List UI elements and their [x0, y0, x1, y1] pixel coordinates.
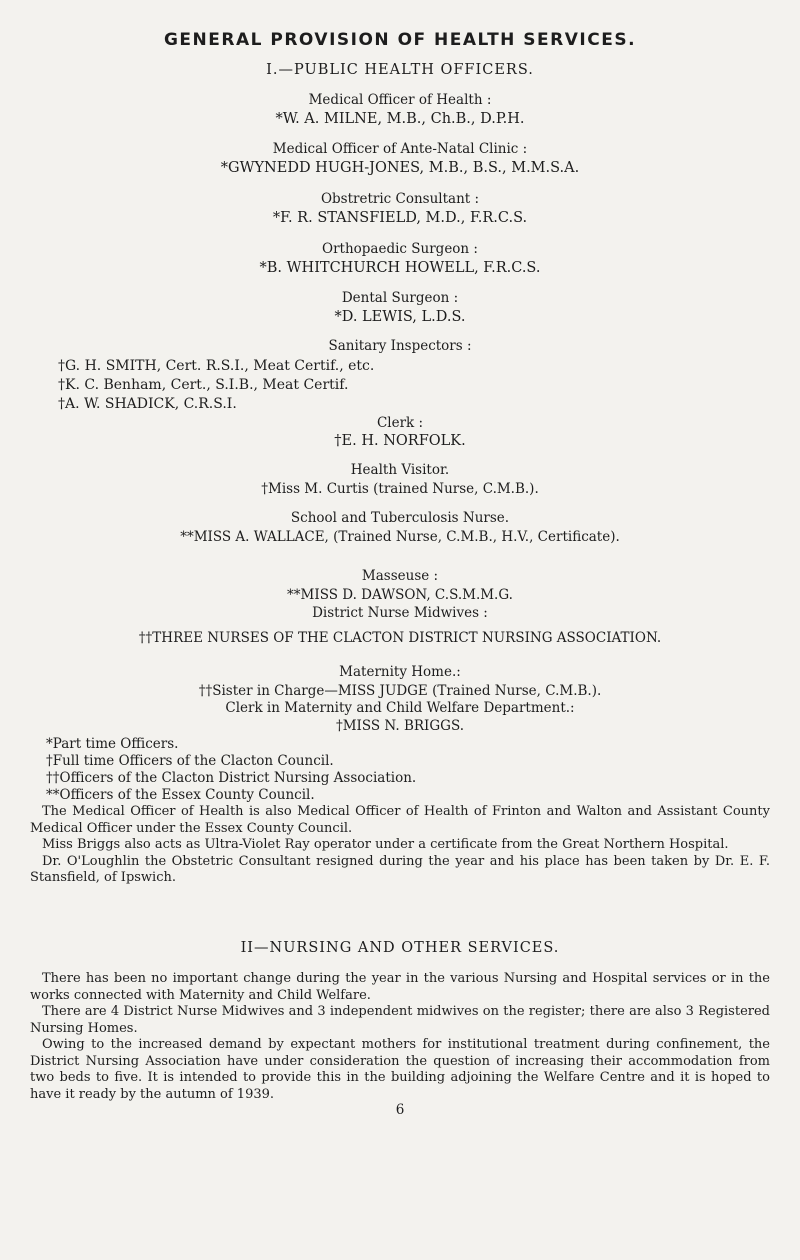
page-number: 6 — [395, 1102, 405, 1118]
masseuse-role: Masseuse : — [361, 568, 439, 584]
officer-role: Medical Officer of Health : — [308, 92, 492, 108]
health-visitor-role: Health Visitor. — [350, 462, 450, 478]
maternity-clerk-role: Clerk in Maternity and Child Welfare Department.: — [225, 700, 575, 716]
officer-role: Orthopaedic Surgeon : — [322, 241, 478, 257]
sanitary-role: Sanitary Inspectors : — [328, 338, 472, 354]
clerk-role: Clerk : — [376, 415, 424, 431]
maternity-clerk-name: †MISS N. BRIGGS. — [335, 718, 465, 734]
page-title: GENERAL PROVISION OF HEALTH SERVICES. — [163, 30, 637, 50]
sanitary-inspector: †K. C. Benham, Cert., S.I.B., Meat Certif. — [58, 377, 349, 393]
sanitary-inspector: †G. H. SMITH, Cert. R.S.I., Meat Certif., etc. — [58, 358, 375, 374]
note-paragraph: Miss Briggs also acts as Ultra-Violet Ray operator under a certificate from the Great Northern Hospital. — [42, 837, 729, 852]
maternity-home-role: Maternity Home.: — [339, 664, 461, 680]
body-paragraph: Owing to the increased demand by expectant mothers for institutional treatment during confinement, the District Nursing Association have under consideration the question of increasing their accommodation from two beds to five. It is intended to provide this in the building adjoining the Welfare Centre and it is hoped to have it ready by the autumn of 1939. — [30, 1037, 770, 1102]
sanitary-inspector: †A. W. SHADICK, C.R.S.I. — [58, 396, 237, 412]
notes-block — [30, 804, 770, 887]
legend-item: †Full time Officers of the Clacton Council. — [46, 753, 334, 769]
officer-role: Obstretric Consultant : — [320, 191, 480, 207]
officer-role: Medical Officer of Ante-Natal Clinic : — [272, 141, 528, 157]
officer-name: *D. LEWIS, L.D.S. — [334, 309, 466, 325]
officer-name: *B. WHITCHURCH HOWELL, F.R.C.S. — [259, 260, 541, 276]
officer-role: Dental Surgeon : — [341, 290, 459, 306]
clerk-name: †E. H. NORFOLK. — [334, 433, 466, 449]
officer-name: *W. A. MILNE, M.B., Ch.B., D.P.H. — [275, 111, 525, 127]
legend-item: **Officers of the Essex County Council. — [46, 787, 315, 803]
officer-name: *GWYNEDD HUGH-JONES, M.B., B.S., M.M.S.A. — [220, 160, 580, 176]
note-paragraph: Dr. O'Loughlin the Obstetric Consultant resigned during the year and his place has been taken by Dr. E. F. Stansfield, of Ipswich. — [30, 853, 770, 885]
note-paragraph: The Medical Officer of Health is also Medical Officer of Health of Frinton and Walton and Assistant County Medical Officer under the Essex County Council. — [30, 804, 770, 836]
school-nurse-name: **MISS A. WALLACE, (Trained Nurse, C.M.B., H.V., Certificate). — [180, 529, 620, 545]
body-paragraph: There has been no important change during the year in the various Nursing and Hospital services or in the works connected with Maternity and Child Welfare. — [30, 971, 770, 1003]
midwives-role: District Nurse Midwives : — [312, 605, 488, 621]
health-visitor-name: †Miss M. Curtis (trained Nurse, C.M.B.). — [261, 481, 539, 497]
midwives-name: ††THREE NURSES OF THE CLACTON DISTRICT NURSING ASSOCIATION. — [138, 630, 662, 646]
body-paragraph: There are 4 District Nurse Midwives and 3 independent midwives on the register; there are also 3 Registered Nursing Homes. — [30, 1004, 770, 1036]
maternity-home-name: ††Sister in Charge—MISS JUDGE (Trained Nurse, C.M.B.). — [198, 683, 602, 699]
school-nurse-role: School and Tuberculosis Nurse. — [290, 510, 510, 526]
legend-item: *Part time Officers. — [46, 736, 179, 752]
masseuse-name: **MISS D. DAWSON, C.S.M.M.G. — [287, 587, 513, 603]
section-1-heading: I.—PUBLIC HEALTH OFFICERS. — [266, 62, 534, 78]
legend-item: ††Officers of the Clacton District Nursing Association. — [46, 770, 417, 786]
officer-name: *F. R. STANSFIELD, M.D., F.R.C.S. — [272, 210, 528, 226]
section-2-body — [30, 971, 770, 1103]
section-2-heading: II—NURSING AND OTHER SERVICES. — [240, 940, 560, 956]
